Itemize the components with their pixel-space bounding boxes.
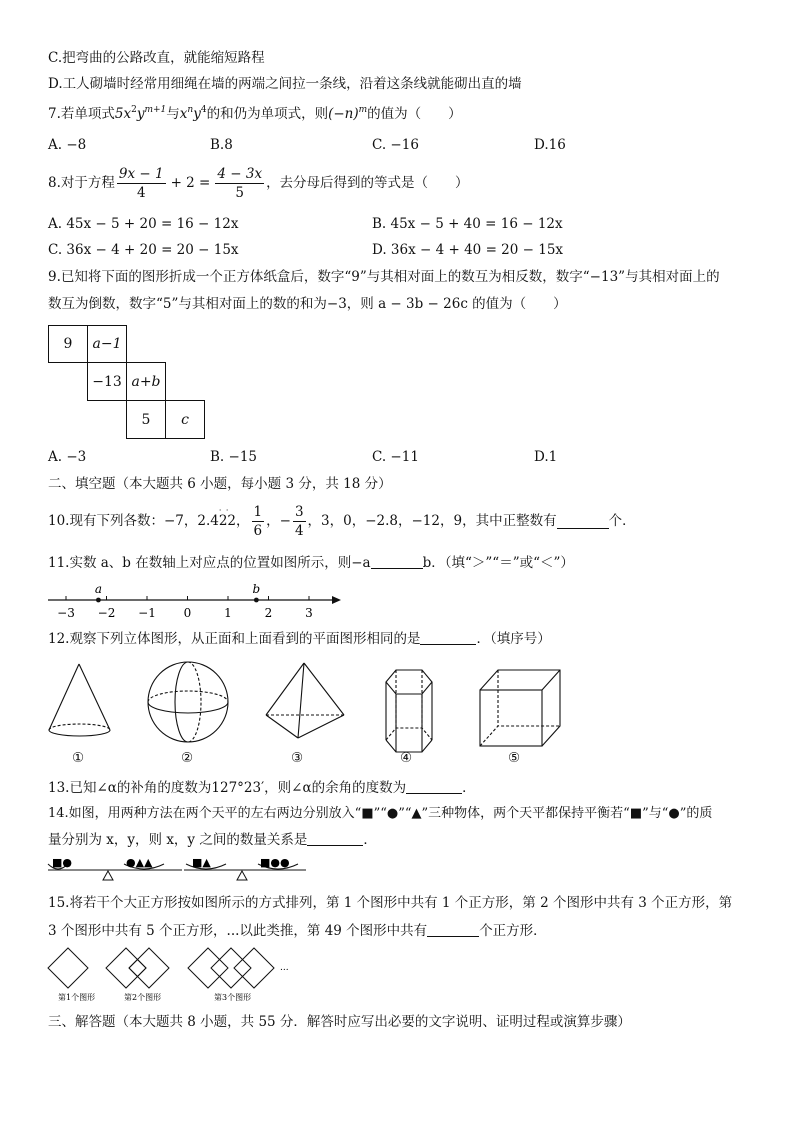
pyramid-figure (266, 663, 344, 738)
q9-option-d: D.1 (534, 449, 558, 465)
q6-option-c: C.把弯曲的公路改直，就能缩短路程 (48, 50, 265, 66)
number-line-tick-label: −2 (97, 606, 116, 620)
q11-text: 11.实数 a、b 在数轴上对应点的位置如图所示，则−a (48, 555, 371, 571)
q10-frac2-den: 4 (294, 523, 304, 539)
q7-term2-y: y (193, 106, 201, 122)
cube-figure (480, 670, 560, 746)
q7-prefix: 7.若单项式 (48, 106, 115, 122)
cone-figure (49, 664, 110, 736)
question-11 (48, 556, 574, 571)
square-pattern (44, 944, 314, 1006)
number-line-point-b (254, 598, 259, 603)
q10-prefix: 10.现有下列各数：−7，2.4 (48, 513, 219, 530)
q7-term2-exp2: 4 (200, 105, 207, 115)
q8-option-d: D. 36x − 4 + 40 = 20 − 15x (372, 242, 564, 258)
q15-line1: 15.将若干个大正方形按如图所示的方式排列，第 1 个图形中共有 1 个正方形，第 2 个图形中共有 3 个正方形，第 (48, 895, 733, 911)
q12-end: ．（填序号） (476, 631, 551, 647)
q7-expr: (−n) (328, 106, 359, 122)
scale1-right-objects: ●▲▲ (126, 856, 153, 869)
q7-option-c: C. −16 (372, 137, 419, 153)
q10-suffix: ，3，0，−2.8，−12，9，其中正整数有 (307, 513, 557, 530)
number-line-tick-label: −1 (138, 606, 156, 620)
q10-fraction-2 (293, 503, 306, 539)
number-line-point-label-b: b (252, 582, 261, 596)
section-2-heading: 二、填空题（本大题共 6 小题，每小题 3 分，共 18 分） (48, 476, 392, 492)
hexagonal-prism-figure (386, 670, 432, 752)
pattern-figure-3 (188, 948, 274, 988)
q10-frac1-num: 1 (252, 506, 265, 523)
net-cell-a-minus-1: a−1 (87, 325, 127, 363)
number-line-tick-label: −3 (57, 606, 75, 620)
balance-scales (44, 852, 314, 886)
q7-term1-exp1: 2 (131, 105, 137, 115)
figure-label-1: ① (72, 750, 85, 766)
figure-label-4: ④ (400, 750, 413, 766)
net-cell-9: 9 (48, 325, 88, 363)
q9-option-b: B. −15 (210, 449, 257, 465)
number-line-tick-label: 0 (183, 606, 192, 620)
pattern-caption-2: 第2个图形 (124, 993, 162, 1002)
figure-label-2: ② (181, 750, 194, 766)
q9-line1: 9.已知将下面的图形折成一个正方体纸盒后，数字“9”与其相对面上的数互为相反数，数字“−13”与其相对面上的 (48, 269, 720, 285)
net-cell-5: 5 (126, 400, 166, 439)
q13-text: 13.已知∠α的补角的度数为127°23′，则∠α的余角的度数为 (48, 780, 407, 796)
q8-frac1-den: 4 (136, 185, 146, 201)
question-10 (48, 505, 636, 539)
pattern-figure-1 (48, 948, 88, 988)
q11-answer-blank[interactable] (371, 556, 423, 569)
net-cell-neg13: −13 (87, 362, 127, 401)
question-7 (48, 106, 462, 122)
q7-term1-exp2: m+1 (144, 105, 167, 115)
q8-plus: + 2 = (170, 175, 211, 192)
q8-frac2-den: 5 (235, 185, 245, 201)
q7-term1-y: y (136, 106, 145, 122)
q8-option-c: C. 36x − 4 + 20 = 20 − 15x (48, 242, 239, 258)
q7-term2-exp1: n (187, 105, 194, 115)
q10-frac1-den: 6 (253, 523, 263, 539)
q9-option-a: A. −3 (48, 449, 87, 465)
q10-frac2-num: 3 (293, 506, 306, 523)
q12-text: 12.观察下列立体图形，从正面和上面看到的平面图形相同的是 (48, 631, 421, 647)
q10-mid2: ，− (266, 513, 291, 530)
q6-option-d: D.工人砌墙时经常用细绳在墙的两端之间拉一条线，沿着这条线就能砌出直的墙 (48, 76, 522, 92)
q10-fraction-1 (252, 503, 265, 539)
number-line-arrow (332, 596, 341, 604)
q9-option-c: C. −11 (372, 449, 419, 465)
sphere-figure (148, 662, 228, 742)
q13-end: ． (462, 780, 476, 796)
q10-end: 个． (608, 513, 636, 530)
q14-line1: 14.如图，用两种方法在两个天平的左右两边分别放入“■”“●”“▲”三种物体，两个天平都保持平衡若“■”与“●”的质 (48, 806, 713, 821)
number-line-point-label-a: a (94, 582, 102, 596)
q15-line2: 3 个图形中共有 5 个正方形，...以此类推，第 49 个图形中共有 (48, 923, 428, 939)
q14-line2: 量分别为 x，y，则 x，y 之间的数量关系是 (48, 832, 308, 848)
q11-end: b．（填“＞”“＝”或“＜”） (422, 555, 574, 571)
q12-answer-blank[interactable] (420, 632, 476, 645)
q9-line2: 数互为倒数，数字“5”与其相对面上的数的和为−3，则 a − 3b − 26c 的值为（ ） (48, 296, 567, 312)
figure-label-5: ⑤ (508, 750, 521, 766)
q8-fraction-2 (215, 165, 264, 201)
q15-answer-blank[interactable] (427, 924, 479, 937)
q8-frac1-num: 9x − 1 (117, 168, 166, 185)
scale2-left-objects: ■▲ (192, 856, 211, 869)
q8-option-b: B. 45x − 5 + 40 = 16 − 12x (372, 216, 563, 232)
question-8 (48, 166, 469, 202)
q7-expr-exp: m (358, 105, 368, 115)
q7-option-b: B.8 (210, 137, 233, 153)
q7-option-d: D.16 (534, 137, 566, 153)
q10-answer-blank[interactable] (557, 516, 609, 529)
q10-repeat-value: 22 (218, 513, 237, 530)
scale2-right-objects: ■●● (260, 856, 290, 869)
scale1-left-objects: ■● (52, 856, 72, 869)
figure-label-3: ③ (291, 750, 304, 766)
q13-answer-blank[interactable] (406, 781, 462, 794)
solid-figures (40, 660, 570, 770)
question-13 (48, 781, 476, 796)
question-12 (48, 632, 551, 647)
number-line-tick-label: 3 (305, 606, 313, 620)
pattern-ellipsis: ... (280, 963, 289, 973)
q7-mid: 与 (166, 106, 180, 122)
pattern-caption-3: 第3个图形 (214, 993, 252, 1002)
q14-line2-wrap (48, 833, 377, 848)
net-cell-c: c (165, 400, 205, 439)
q14-end: ． (363, 832, 377, 848)
q10-repeat-dots: · · (218, 506, 230, 516)
q8-frac2-num: 4 − 3x (215, 168, 264, 185)
section-3-heading: 三、解答题（本大题共 8 小题，共 55 分．解答时应写出必要的文字说明、证明过程或演算步骤） (48, 1014, 631, 1030)
q8-suffix: ，去分母后得到的等式是（ ） (266, 175, 469, 192)
pattern-figure-2 (106, 948, 169, 988)
number-line-tick-label: 2 (264, 606, 273, 620)
q8-prefix: 8.对于方程 (48, 175, 115, 192)
q7-option-a: A. −8 (48, 137, 87, 153)
number-line (44, 578, 348, 620)
q8-option-a: A. 45x − 5 + 20 = 16 − 12x (48, 216, 239, 232)
q7-suffix2: 的值为（ ） (367, 106, 462, 122)
q10-repeating-digits (218, 506, 237, 530)
q7-suffix1: 的和仍为单项式，则 (206, 106, 329, 122)
q8-fraction-1 (117, 165, 166, 201)
q14-answer-blank[interactable] (307, 833, 363, 846)
q7-term2-x: x (179, 106, 188, 122)
q7-term1-coef: 5x (114, 106, 132, 122)
net-cell-a-plus-b: a+b (126, 362, 166, 401)
pattern-caption-1: 第1个图形 (58, 993, 96, 1002)
number-line-tick-label: 1 (224, 606, 232, 620)
q15-end: 个正方形． (479, 923, 547, 939)
q15-line2-wrap (48, 924, 547, 939)
q10-mid1: ， (236, 513, 250, 530)
number-line-point-a (96, 598, 101, 603)
